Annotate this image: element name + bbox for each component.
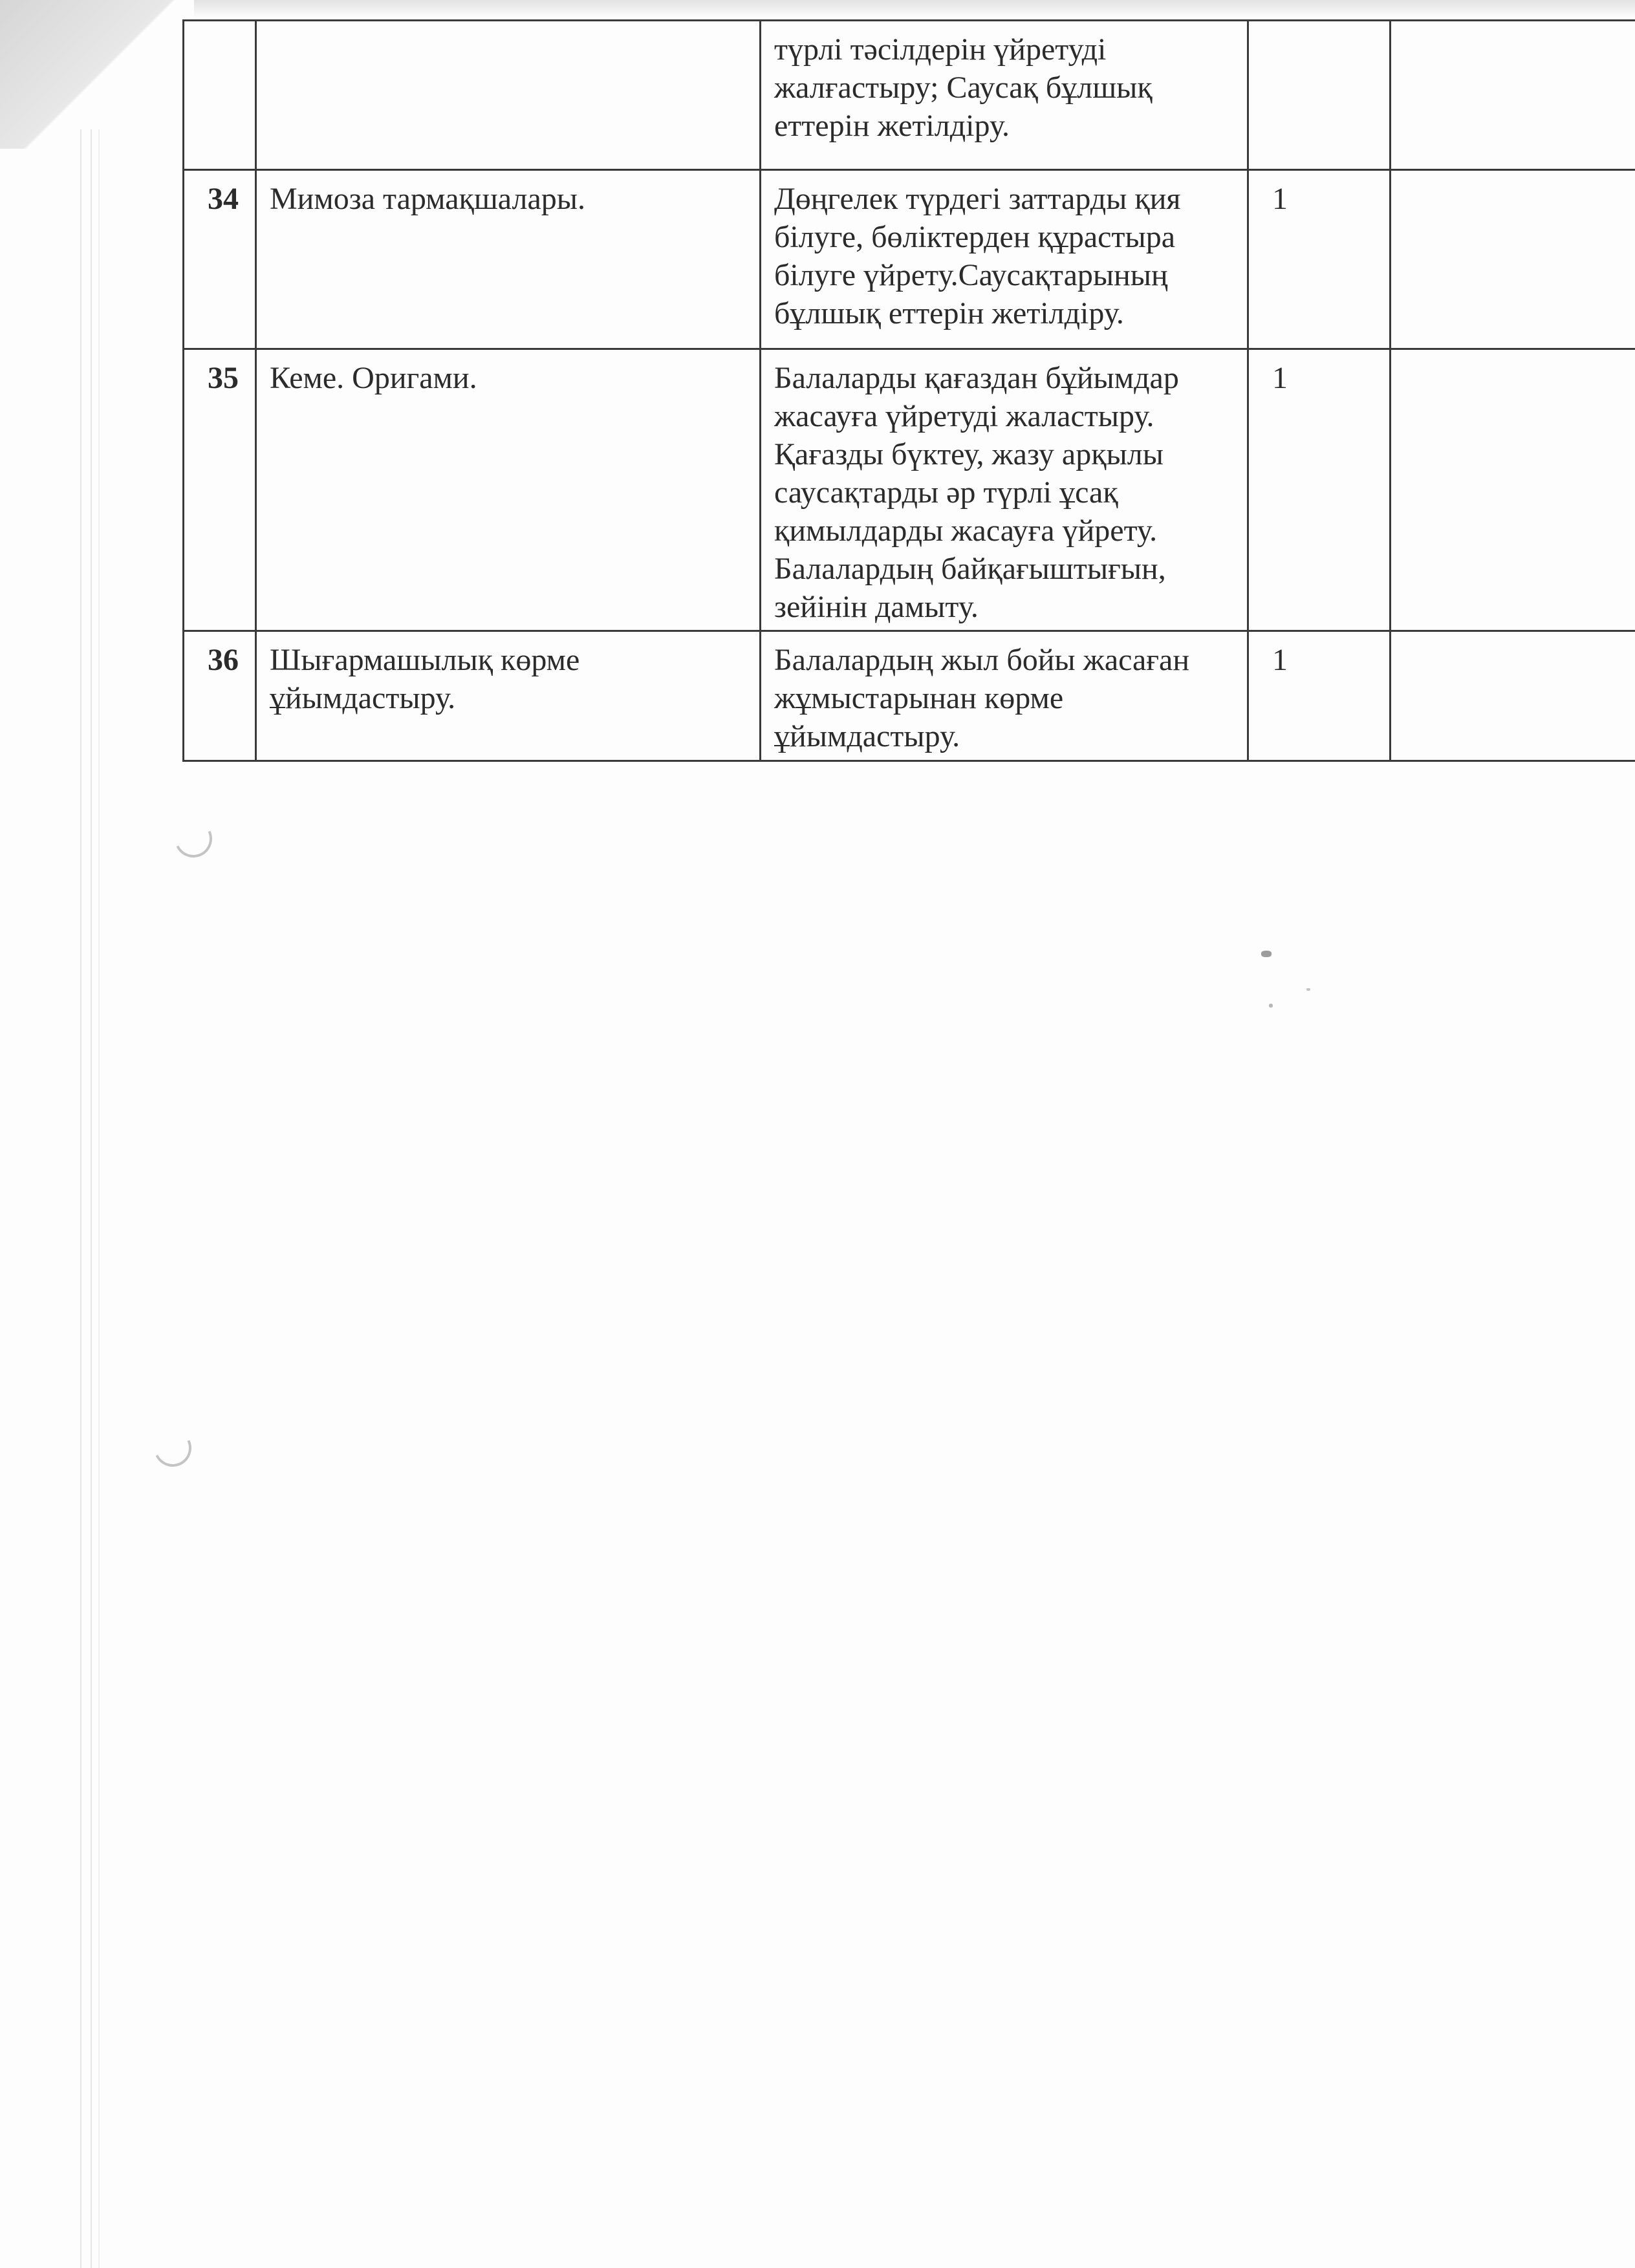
topic-cell: Кеме. Оригами. xyxy=(256,349,761,631)
table-row xyxy=(184,631,1635,761)
goal-cell: Балалардың жыл бойы жасаған жұмыстарынан көрме ұйымдастыру. xyxy=(761,631,1248,761)
scan-speck xyxy=(1306,988,1310,991)
notes-cell xyxy=(1391,21,1635,170)
page-edge-line xyxy=(80,129,81,2268)
table-row xyxy=(184,21,1635,170)
row-number-cell xyxy=(184,21,256,170)
hours-cell: 1 xyxy=(1248,170,1391,349)
lesson-plan-table xyxy=(182,19,1635,762)
hours-cell: 1 xyxy=(1248,631,1391,761)
hole-punch-mark xyxy=(169,815,217,863)
hole-punch-mark xyxy=(149,1424,197,1472)
row-number-cell: 35 xyxy=(184,349,256,631)
goal-cell: Балаларды қағаздан бұйымдар жасауға үйретуді жаластыру. Қағазды бүктеу, жазу арқылы саусақтарды әр түрлі ұсақ қимылдарды жасауға үйрету. Балалардың байқағыштығын, зейінін дамыту. xyxy=(761,349,1248,631)
topic-cell xyxy=(256,21,761,170)
scan-speck xyxy=(1269,1004,1273,1008)
hours-cell: 1 xyxy=(1248,349,1391,631)
scan-speck xyxy=(1261,951,1272,957)
page-edge-line xyxy=(91,129,92,2268)
table-row xyxy=(184,349,1635,631)
hours-cell xyxy=(1248,21,1391,170)
topic-cell: Мимоза тармақшалары. xyxy=(256,170,761,349)
notes-cell xyxy=(1391,349,1635,631)
notes-cell xyxy=(1391,631,1635,761)
notes-cell xyxy=(1391,170,1635,349)
topic-cell: Шығармашылық көрме ұйымдастыру. xyxy=(256,631,761,761)
page-edge-line xyxy=(98,129,100,2268)
goal-cell: түрлі тәсілдерін үйретуді жалғастыру; Саусақ бұлшық еттерін жетілдіру. xyxy=(761,21,1248,170)
row-number-cell: 36 xyxy=(184,631,256,761)
table-row xyxy=(184,170,1635,349)
row-number-cell: 34 xyxy=(184,170,256,349)
scan-top-shadow xyxy=(194,0,1635,18)
goal-cell: Дөңгелек түрдегі заттарды қия білуге, бөліктерден құрастыра білуге үйрету.Саусақтарының бұлшық еттерін жетілдіру. xyxy=(761,170,1248,349)
